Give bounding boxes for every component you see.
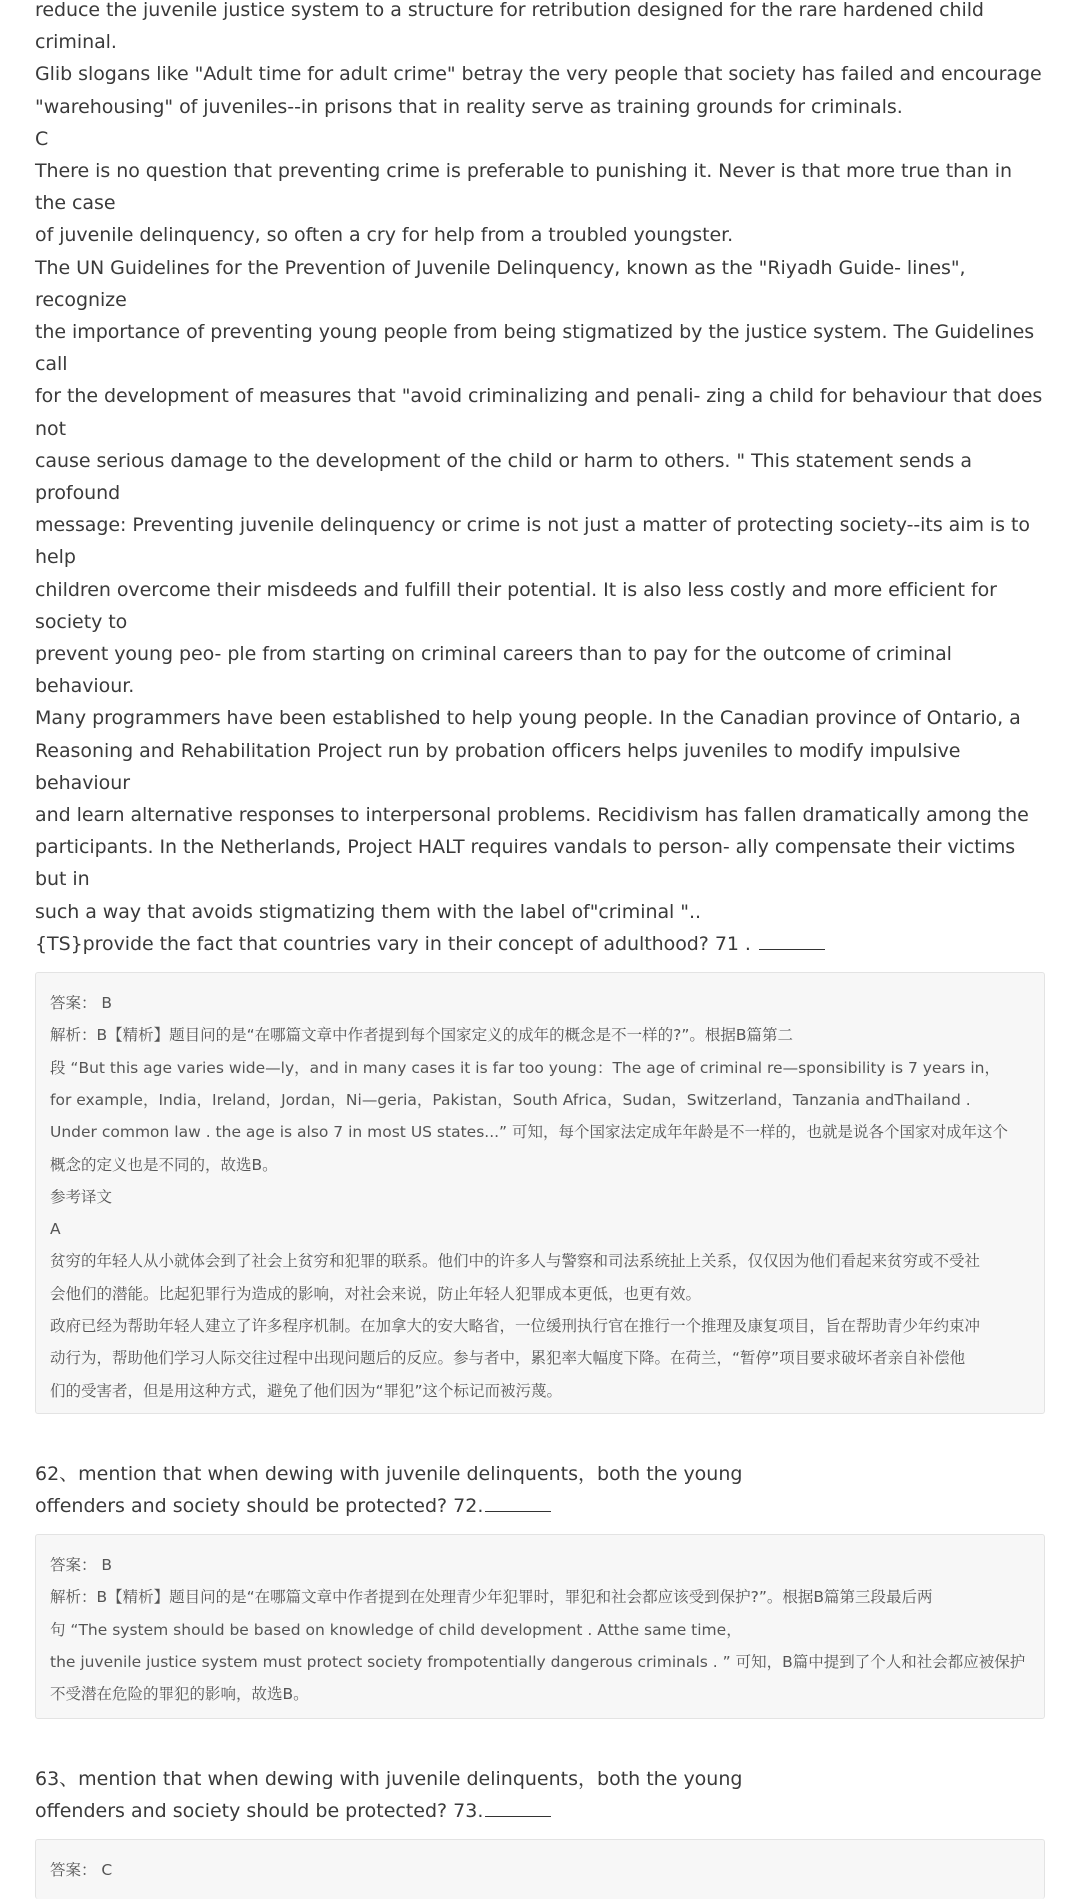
analysis-line: the juvenile justice system must protect society frompotentially dangerous criminals . ” 可知，B篇中提到了个人和社会都应被保护: [50, 1652, 1026, 1671]
analysis-line: 句 “The system should be based on knowledge of child development . Atthe same time，: [50, 1620, 742, 1639]
passage-line: prevent young peo- ple from starting on criminal careers than to pay for the outcome of criminal behaviour.: [35, 643, 952, 698]
passage-line: for the development of measures that "avoid criminalizing and penali- zing a child for behaviour that does not: [35, 385, 1043, 440]
answer-box-72: [35, 1534, 1045, 1719]
passage-line: the importance of preventing young people from being stigmatized by the justice system. The Guidelines call: [35, 321, 1035, 376]
analysis-line: Under common law . the age is also 7 in most US states...” 可知，每个国家法定成年年龄是不一样的，也就是说各个国家对成年这个: [50, 1123, 1009, 1142]
analysis-line: for example，India，Ireland，Jordan，Ni—geria，Pakistan，South Africa，Sudan，Switzerland，Tanzania andThailand .: [50, 1090, 971, 1109]
answer-key: 答案： B: [50, 1556, 113, 1575]
translation-line: 贫穷的年轻人从小就体会到了社会上贫穷和犯罪的联系。他们中的许多人与警察和司法系统扯上关系，仅仅因为他们看起来贫穷或不受社: [50, 1252, 981, 1271]
question-line: [35, 1795, 1045, 1827]
translation-line: 会他们的潜能。比起犯罪行为造成的影响，对社会来说，防止年轻人犯罪成本更低，也更有效。: [50, 1284, 702, 1303]
passage-line: Many programmers have been established to help young people. In the Canadian province of Ontario, a: [35, 707, 1021, 730]
passage-line: participants. In the Netherlands, Project HALT requires vandals to person- ally compensate their victims but in: [35, 836, 1016, 891]
translation-line: 政府已经为帮助年轻人建立了许多程序机制。在加拿大的安大略省，一位缓刑执行官在推行一个推理及康复项目，旨在帮助青少年约束冲: [50, 1317, 981, 1336]
passage-line: Glib slogans like "Adult time for adult crime" betray the very people that society has failed and encourage: [35, 63, 1042, 86]
translation-line: 动行为，帮助他们学习人际交往过程中出现问题后的反应。参与者中，累犯率大幅度下降。在荷兰，“暂停”项目要求破坏者亲自补偿他: [50, 1349, 966, 1368]
answer-blank: [485, 1510, 551, 1512]
passage-line: There is no question that preventing crime is preferable to punishing it. Never is that more true than in the case: [35, 160, 1012, 215]
question-line: [35, 1490, 1045, 1522]
passage-line: and learn alternative responses to interpersonal problems. Recidivism has fallen dramatically among the: [35, 804, 1029, 827]
analysis-line: 段 “But this age varies wide—ly，and in many cases it is far too young：The age of criminal re—sponsibility is 7 years in，: [50, 1058, 1000, 1077]
question-72: [35, 1458, 1045, 1522]
passage-line: "warehousing" of juveniles--in prisons that in reality serve as training grounds for criminals.: [35, 95, 903, 118]
answer-box-73: [35, 1839, 1045, 1899]
passage-line: message: Preventing juvenile delinquency or crime is not just a matter of protecting society--its aim is to help: [35, 514, 1030, 569]
passage-line: Reasoning and Rehabilitation Project run by probation officers helps juveniles to modify impulsive behaviour: [35, 739, 961, 794]
passage-line: The UN Guidelines for the Prevention of Juvenile Delinquency, known as the "Riyadh Guide- lines", recognize: [35, 256, 966, 311]
passage-line: such a way that avoids stigmatizing them with the label of"criminal "..: [35, 900, 701, 923]
passage-line: of juvenile delinquency, so often a cry for help from a troubled youngster.: [35, 224, 734, 247]
answer-key: 答案： B: [50, 994, 113, 1013]
analysis-line: 解析：B【精析】题目问的是“在哪篇文章中作者提到在处理青少年犯罪时，罪犯和社会都应该受到保护?”。根据B篇第三段最后两: [50, 1588, 933, 1607]
question-72-text: offenders and society should be protected? 72.: [35, 1495, 484, 1518]
analysis-line: 概念的定义也是不同的，故选B。: [50, 1155, 278, 1174]
question-71-text: {TS}provide the fact that countries vary in their concept of adulthood? 71 .: [35, 932, 757, 955]
analysis-line: 解析：B【精析】题目问的是“在哪篇文章中作者提到每个国家定义的成年的概念是不一样的?”。根据B篇第二: [50, 1026, 794, 1045]
answer-blank: [485, 1815, 551, 1817]
translation-heading: 参考译文: [50, 1187, 113, 1206]
translation-line: 们的受害者，但是用这种方式，避免了他们因为“罪犯”这个标记而被污蔑。: [50, 1381, 563, 1400]
question-73: [35, 1763, 1045, 1827]
question-line: 63、mention that when dewing with juvenile delinquents，both the young: [35, 1768, 743, 1791]
analysis-line: 不受潜在危险的罪犯的影响，故选B。: [50, 1685, 309, 1704]
question-73-text: offenders and society should be protected? 73.: [35, 1800, 484, 1823]
question-line: 62、mention that when dewing with juvenile delinquents，both the young: [35, 1463, 743, 1486]
passage-line: cause serious damage to the development of the child or harm to others. " This statement sends a profound: [35, 449, 972, 505]
passage-text: [35, 0, 1045, 960]
section-label-c: C: [35, 127, 49, 150]
answer-blank: [759, 948, 825, 950]
translation-section-a: A: [50, 1220, 61, 1239]
page-content: [35, 0, 1045, 1899]
passage-line: reduce the juvenile justice system to a structure for retribution designed for the rare hardened child criminal.: [35, 0, 984, 54]
passage-line: children overcome their misdeeds and fulfill their potential. It is also less costly and more efficient for society to: [35, 578, 997, 633]
answer-box-71: [35, 972, 1045, 1414]
question-71: [35, 928, 1045, 960]
answer-key: 答案： C: [50, 1861, 113, 1880]
